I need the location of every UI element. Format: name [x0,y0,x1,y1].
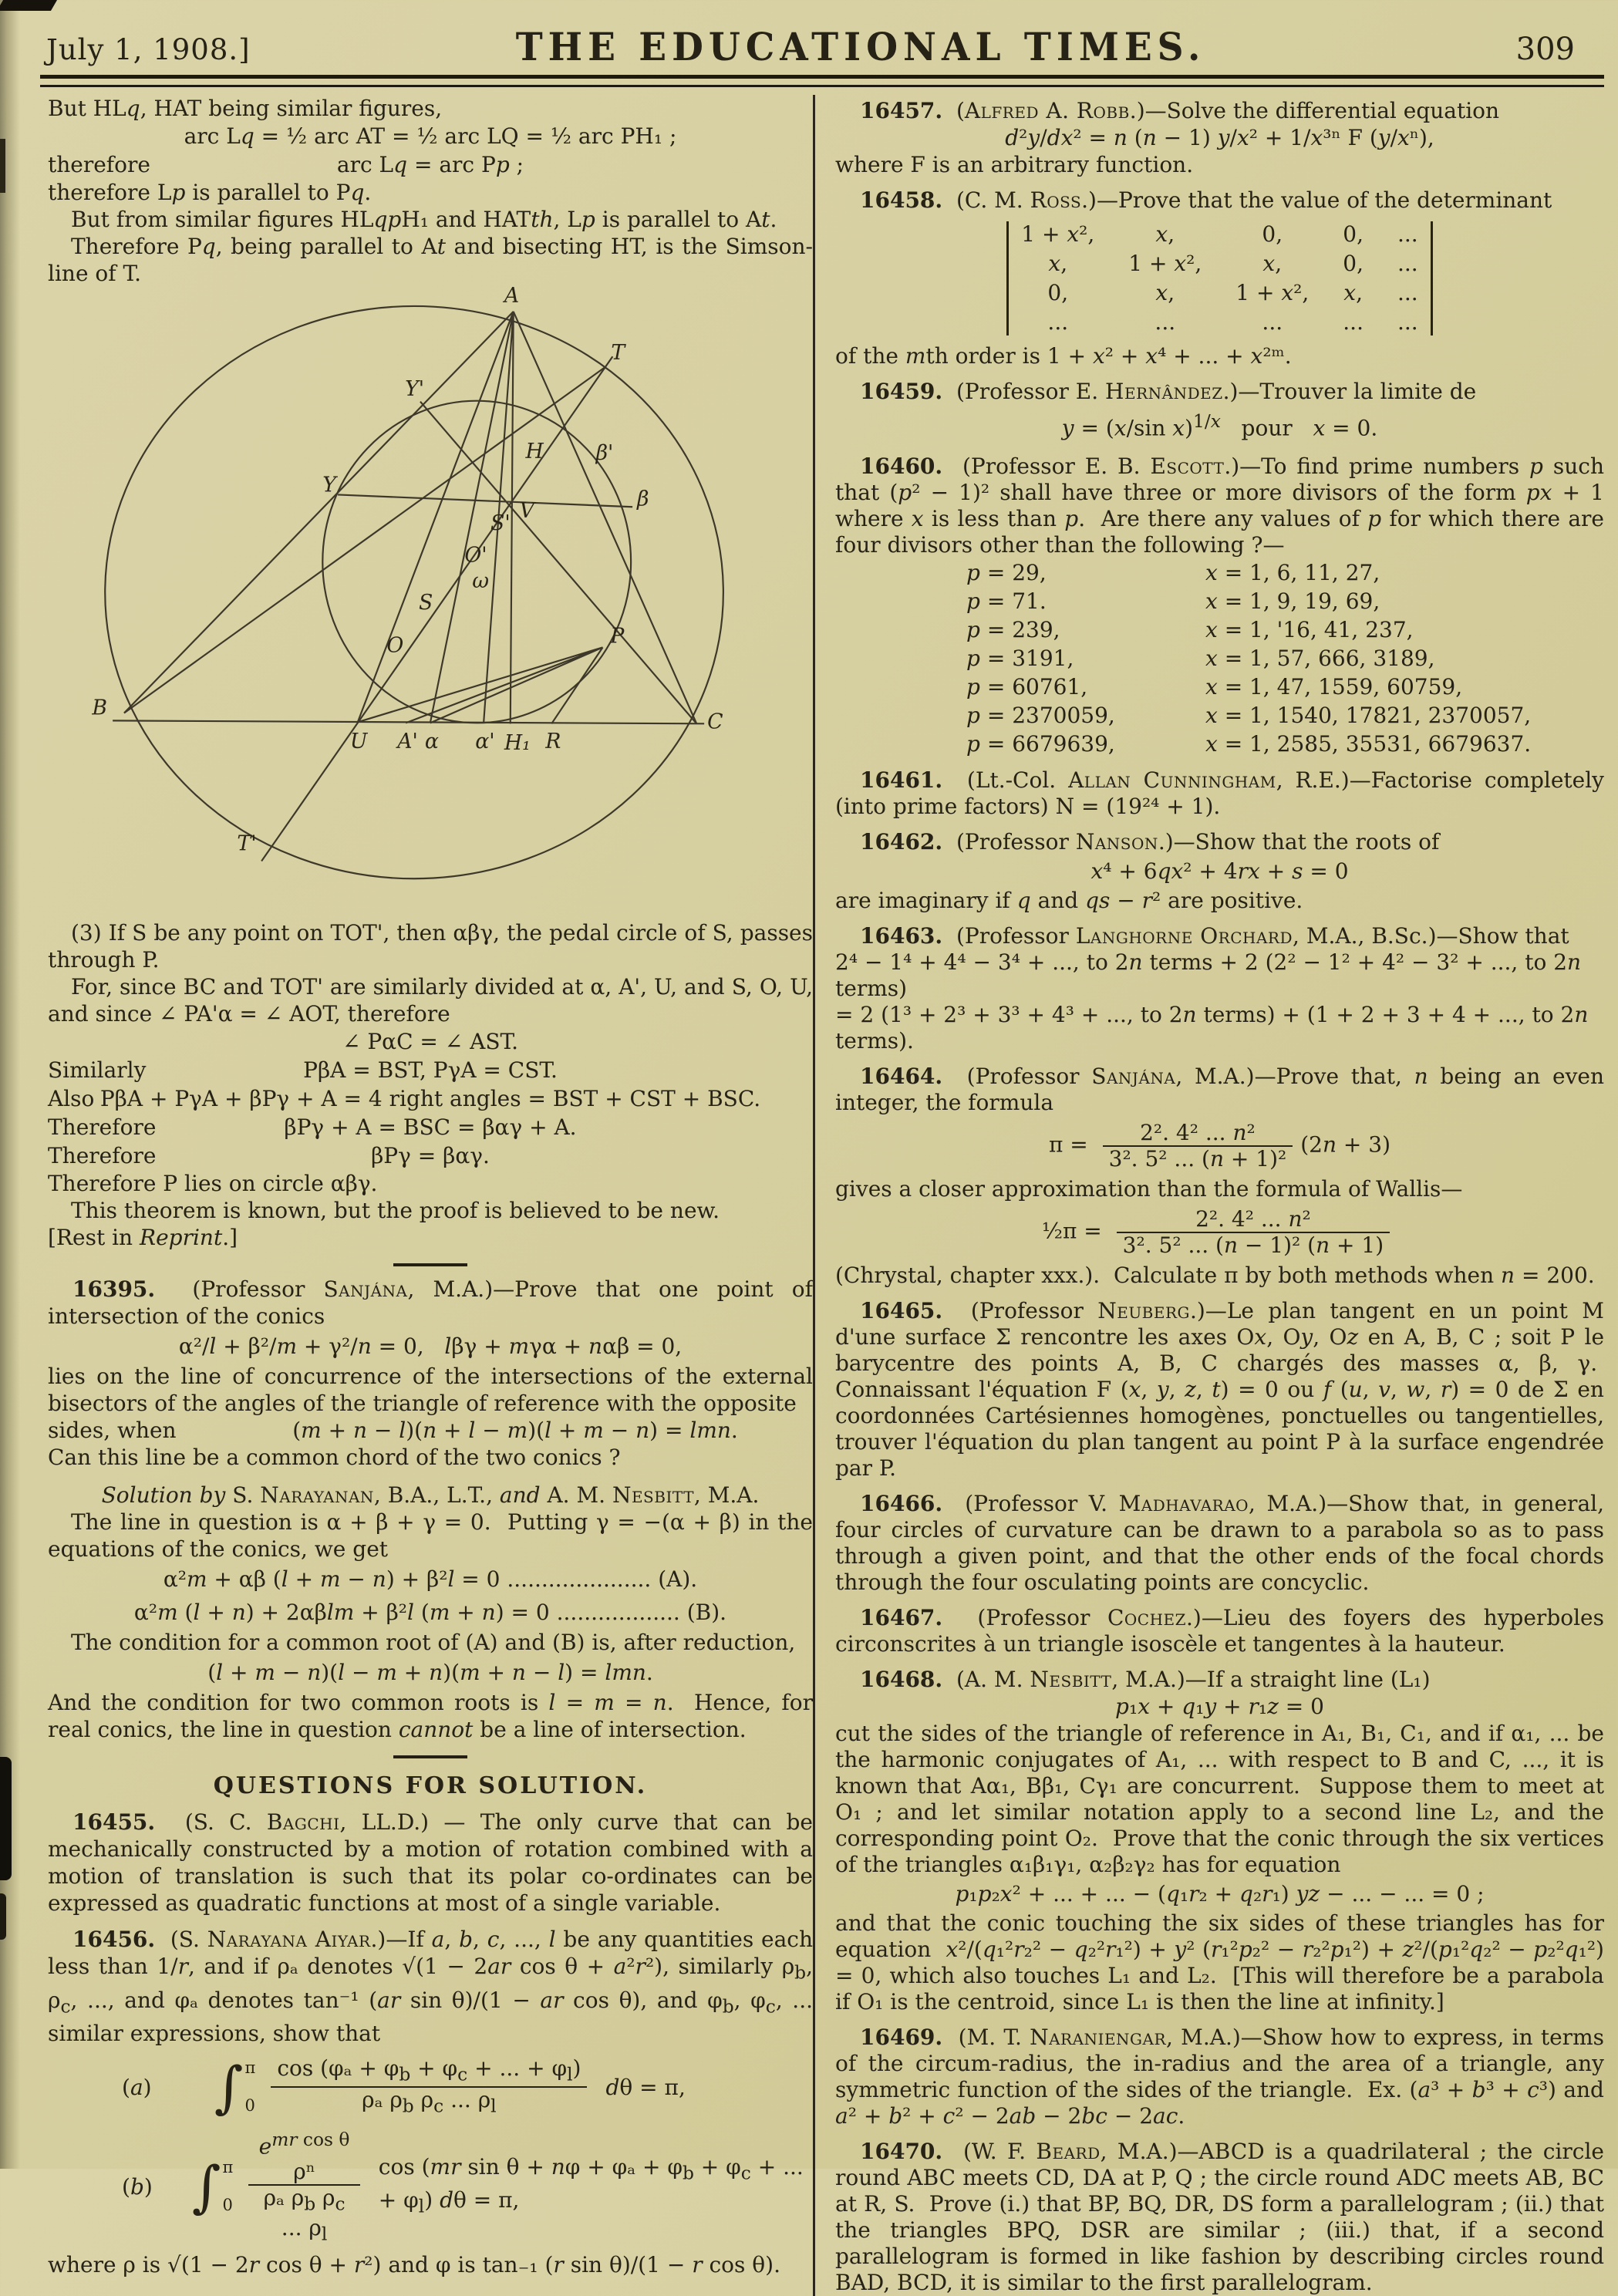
equation: arc Lq = ½ arc AT = ½ arc LQ = ½ arc PH₁ ; [184,123,677,149]
equation-row [48,1113,813,1141]
diagram-label: H₁ [504,730,531,755]
determinant [835,221,1604,335]
diagram-label: H [525,439,544,464]
det-cell: ... [1397,251,1418,276]
problem-text: (Professor Neuberg.)—Le plan tangent en un point M d'une surface Σ rencontre les axes Ox, Oy, Oz en A, B, C ; soit P le barycentre des points A, B, C chargés des masses α, β, γ. Connaissant l'équation F (x, y, z, t) = 0 ou f (u, v, w, r) = 0 de Σ en coordonnées Cartésiennes homogènes, ponctuelles ou tangentielles, trouver l'équation du plan tangent au point P à la surface engendrée par P. [835,1298,1605,1482]
det-cell: ... [1343,309,1364,335]
problem-text: (Chrystal, chapter xxx.). Calculate π by both methods when n = 200. [835,1263,1595,1289]
problem-text: where F is an arbitrary function. [835,152,1194,177]
equation: (2n + 3) [1300,1131,1391,1158]
equation: ∠ PαC = ∠ AST. [342,1029,519,1054]
problem-text: are imaginary if q and qs − r² are positive. [835,888,1303,914]
equation-label: Therefore [48,1143,157,1168]
issue-date: July 1, 1908.] [46,33,251,66]
solution-byline: Solution by S. Narayanan, B.A., L.T., and A. M. Nesbitt, M.A. [101,1482,760,1508]
section-divider [393,1263,467,1266]
problem-16466 [835,1491,1604,1596]
p-value: p = 2370059, [966,703,1115,729]
det-cell: x, [1343,280,1363,305]
equation: βPγ + A = BSC = βαγ + A. [284,1114,577,1140]
equation: y = (x/sin x)$^{1/x}$ pour x = 0. [1061,410,1378,441]
problem-16457 [835,98,1604,124]
table-row [966,558,1604,587]
equation-row [835,1116,1604,1176]
diagram-label: T' [237,831,257,856]
problem-number: 16469. [860,2025,943,2051]
equation: PβA = BST, PγA = CST. [303,1057,558,1083]
problem-number: 16468. [860,1667,943,1693]
left-column [0,95,813,2296]
problem-16455 [48,1809,813,1917]
det-cell: ... [1262,309,1283,335]
prime-divisor-table [835,558,1604,758]
p-value: p = 29, [966,560,1047,586]
x-values: x = 1, '16, 41, 237, [1205,617,1414,643]
problem-text: where ρ is √(1 − 2r cos θ + r²) and φ is tan₋₁ (r sin θ)/(1 − r cos θ). [48,2251,780,2277]
journal-title: THE EDUCATIONAL TIMES. [515,25,1206,70]
det-cell: 0, [1343,221,1364,247]
diagram-label: U [349,730,368,754]
equation: α²/l + β²/m + γ²/n = 0, lβγ + mγα + nαβ = 0, [178,1333,683,1359]
det-cell: x, [1262,251,1283,276]
x-values: x = 1, 1540, 17821, 2370057, [1205,703,1532,729]
scan-artifact [0,1893,6,1940]
problem-text: (M. T. Naraniengar, M.A.)—Show how to express, in terms of the circum-radius, the in-radius and the area of a triangle, any symmetric function of the sides of the triangle. Ex. (a³ + b³ + c³) and a² + b² + c² − 2ab − 2bc − 2ac. [835,2025,1604,2129]
table-row [966,587,1604,615]
scan-artifact [0,139,5,193]
fraction [248,2127,359,2247]
equation: 2⁴ − 1⁴ + 4⁴ − 3⁴ + ..., to 2n terms + 2 (2² − 1² + 4² − 3² + ..., to 2n terms) [835,949,1582,1002]
denominator: ρₐ $\rho_b$ $\rho_c$ ... $\rho_l$ [248,2184,359,2247]
line-bt [124,367,605,713]
det-cell: ... [1397,280,1418,305]
problem-16460 [835,453,1604,558]
equation: π = [1048,1131,1095,1158]
problem-number: 16457. [860,98,943,123]
problem-16395 [48,1276,813,1330]
equation-label: therefore [48,152,150,177]
solution-paragraph: And the condition for two common roots is l = m = n. Hence, for real conics, the line in question cannot be a line of intersection. [48,1690,813,1742]
header-rule [40,75,1604,87]
equation: p₁p₂x² + ... + ... − (q₁r₂ + q₂r₁) yz − ... − ... = 0 ; [955,1881,1485,1907]
page-header [0,0,1618,73]
diagram-label: T [611,341,625,366]
equation-label: Also [48,1086,95,1111]
scan-artifact [0,0,57,11]
det-cell: 1 + x², [1128,251,1202,276]
problem-text: (Alfred A. Robb.)—Solve the differential equation [956,98,1500,123]
diagram-label: α [424,730,439,754]
x-values: x = 1, 47, 1559, 60759, [1205,674,1463,700]
problem-text: cut the sides of the triangle of reference in A₁, B₁, C₁, and if α₁, ... be the harmonic conjugates of A₁, ... with respect to B and C, ..., it is known that Aα₁, Bβ₁, Cγ₁ are concurrent. Suppose them to meet at O₁ ; and let similar notation apply to a second line L₂, and the corresponding point O₂. Prove that the conic through the six vertices of the triangles α₁β₁γ₁, α₂β₂γ₂ has for equation [835,1721,1604,1878]
equation: dθ = π, [605,2074,686,2100]
det-cell: x, [1155,280,1175,305]
determinant-bar [1431,221,1433,335]
intro-line: But HLq, HAT being similar figures, [48,96,443,121]
det-cell: 0, [1343,251,1364,276]
determinant-bar [1006,221,1009,335]
determinant-body [1006,221,1432,335]
problem-text: (C. M. Ross.)—Prove that the value of the determinant [956,187,1552,213]
integral-limits [223,2154,234,2219]
integral-icon: ∫ [192,2154,221,2220]
problem-number: 16455. [72,1809,156,1835]
equation: arc Lq = arc Pp ; [336,152,524,177]
equation: (m + n − l)(n + l − m)(l + m − n) = lmn. [292,1418,738,1443]
diagram-label: V [519,499,534,524]
p-value: p = 3191, [966,646,1074,672]
table-row [966,730,1604,758]
det-cell: ... [1047,309,1069,335]
right-column [813,95,1618,2296]
diagram-label: R [545,730,561,754]
equation: p₁x + q₁y + r₁z = 0 [1115,1694,1324,1720]
numerator: $e^{mr cos \theta}$ ρⁿ [258,2129,350,2184]
problem-text: Can this line be a common chord of the two conics ? [48,1445,621,1470]
p-value: p = 6679639, [966,731,1115,757]
section3-paragraph: [Rest in Reprint.] [48,1225,238,1250]
determinant-grid [1021,221,1417,335]
equation: cos (mr $\sin \theta + n\varphi + \varphi_a + \varphi_b + \varphi_c$ + ... + $\varphi_l$) dθ = π, [378,2153,804,2218]
problem-text: (S. C. Bagchi, LL.D.) — The only curve that can be mechanically constructed by a motion of rotation combined with a motion of translation is such that its polar co-ordinates can be expressed as quadratic functions at most of a single variable. [48,1809,813,1916]
upper-limit: π [222,2158,234,2177]
section-divider [393,1755,467,1758]
problem-text: (Professor E. Hernândez.)—Trouver la limite de [956,379,1477,404]
equation-label: sides, when [48,1418,177,1443]
equation-row [48,1056,813,1084]
problem-text: (Lt.-Col. Allan Cunningham, R.E.)—Factorise completely (into prime factors) N = (19²⁴ + 1). [835,767,1604,820]
problem-16470 [835,2139,1604,2296]
lines-to-p [358,647,603,723]
problem-text: of the mth order is 1 + x² + x⁴ + ... + x²ᵐ. [835,343,1292,369]
problem-16456 [48,1926,813,2047]
p-value: p = 60761, [966,674,1088,700]
problem-text: lies on the line of concurrence of the intersections of the external bisectors of the angles of the triangle of reference with the opposite [48,1364,813,1416]
problem-16461 [835,767,1604,820]
diagram-label: C [707,710,723,734]
det-cell: 1 + x², [1021,221,1095,247]
numerator: 2². 4² ... n² [1195,1206,1311,1232]
problem-text: (A. M. Nesbitt, M.A.)—If a straight line (L₁) [956,1667,1431,1693]
p-value: p = 71. [966,588,1047,615]
det-cell: 0, [1262,221,1283,247]
equation-label: (a) [122,2074,152,2100]
lower-limit: 0 [244,2096,255,2116]
diagram-label: α' [475,730,495,754]
equation-row [48,1084,813,1113]
problem-text: (Professor V. Madhavarao, M.A.)—Show that, in general, four circles of curvature can be drawn to a parabola so as to pass through a given point, and that the other ends of the focal chords through the four osculating points are concyclic. [835,1491,1604,1596]
equation-label: Similarly [48,1057,147,1083]
problem-text: (S. Narayana Aiyar.)—If a, b, c, ..., l be any quantities each less than 1/r, and if ρₐ denotes √(1 − 2ar cos θ + a²r²), similarly $\rho_b$, $\rho_c$, ..., and φₐ denotes tan⁻¹ (ar sin θ)/(1 − ar cos θ), and $\varphi_b$, $\varphi_c$, ... similar expressions, show that [48,1927,814,2047]
problem-16468 [835,1667,1604,1693]
problem-number: 16467. [860,1605,943,1631]
det-cell: ... [1155,309,1176,335]
equation: (l + m − n)(l − m + n)(m + n − l) = lmn. [207,1660,653,1685]
problem-16465 [835,1298,1604,1482]
problem-16464 [835,1064,1604,1116]
det-cell: x, [1048,251,1068,276]
diagram-label: β' [595,440,614,465]
problem-16462 [835,829,1604,855]
equation-label: Therefore [48,1114,157,1140]
section3-paragraph: This theorem is known, but the proof is believed to be new. [71,1198,720,1223]
fraction [1117,1207,1390,1258]
section3-paragraph: (3) If S be any point on TOT', then αβγ, the pedal circle of S, passes through P. [48,920,813,973]
equation: βPγ = βαγ. [371,1143,490,1168]
table-row [966,701,1604,730]
diagram-label: Y' [405,376,425,401]
table-row [966,615,1604,644]
numerator: 2². 4² ... n² [1140,1120,1256,1146]
x-values: x = 1, 57, 666, 3189, [1205,646,1435,672]
problem-number: 16462. [860,829,943,855]
problem-number: 16459. [860,379,943,404]
problem-text: (Professor Langhorne Orchard, M.A., B.Sc.)—Show that [956,923,1569,949]
diagram-label: A [504,287,520,308]
equation: PβA + PγA + βPγ + A = 4 right angles = BST + CST + BSC. [99,1086,761,1111]
equation: α²m + αβ (l + m − n) + β²l = 0 ..................... (A). [163,1566,698,1592]
integral-equation-b [122,2127,813,2247]
problem-text: (Professor Sanjána, M.A.)—Prove that, n being an even integer, the formula [835,1064,1604,1116]
table-row [966,644,1604,673]
problem-16469 [835,2025,1604,2129]
problem-number: 16463. [860,923,943,949]
integral-icon: ∫ [214,2055,244,2120]
problem-16467 [835,1605,1604,1657]
problem-text: and that the conic touching the six sides of these triangles has for equation x²/(q₁²r₂² − q₂²r₁²) + y² (r₁²p₂² − r₂²p₁²) + z²/(p₁²q₂² − p₂²q₁²) = 0, which also touches L₁ and L₂. [This will therefore be a parabola if O₁ is the centroid, since L₁ is then the line at infinity.] [835,1910,1604,2015]
equation: = 2 (1³ + 2³ + 3³ + 4³ + ..., to 2n terms) + (1 + 2 + 3 + 4 + ..., to 2n terms). [835,1002,1589,1054]
det-cell: 0, [1047,280,1069,305]
problem-number: 16465. [860,1298,943,1324]
det-cell: x, [1155,221,1175,247]
equation-row [48,1141,813,1170]
equation: x⁴ + 6qx² + 4rx + s = 0 [1090,858,1349,885]
diagram-label: S' [490,511,511,535]
problem-number: 16395. [72,1276,156,1302]
equation: d²y/dx² = n (n − 1) y/x² + 1/x³ⁿ F (y/xⁿ), [1005,125,1434,150]
solution-paragraph: The condition for a common root of (A) and (B) is, after reduction, [71,1630,796,1655]
diagram-label: O [386,633,404,658]
table-row [966,673,1604,701]
section3-paragraph: For, since BC and TOT' are similarly divided at α, A', U, and S, O, U, and since ∠ PA'α = ∠ AOT, therefore [48,974,814,1027]
integral-limits [245,2055,256,2119]
diagram-label: ω [472,569,490,594]
geometry-diagram [48,287,788,913]
upper-limit: π [244,2058,256,2078]
det-cell: 1 + x², [1235,280,1310,305]
x-values: x = 1, 2585, 35531, 6679637. [1205,731,1532,757]
problem-16459 [835,379,1604,405]
diagram-label: B [92,696,108,720]
questions-for-solution-heading: QUESTIONS FOR SOLUTION. [213,1772,648,1799]
denominator: ρₐ $\rho_b$ $\rho_c$ ... $\rho_l$ [271,2086,587,2119]
diagram-label: β [637,487,649,511]
det-cell: ... [1397,221,1418,247]
solution-paragraph: The line in question is α + β + γ = 0. Putting γ = −(α + β) in the equations of the conics, we get [48,1509,813,1562]
numerator: $\cos (\varphi_a + \varphi_b + \varphi_c$ + ... + $\varphi_l$) [277,2055,581,2085]
line-tot [261,356,612,861]
det-cell: ... [1397,309,1418,335]
x-values: x = 1, 9, 19, 69, [1205,588,1380,615]
diagram-label: S [418,590,433,615]
equation: ½π = [1041,1218,1109,1244]
problem-text: (Professor Nanson.)—Show that the roots of [956,829,1440,855]
triangle-abc [113,312,704,723]
problem-text: (W. F. Beard, M.A.)—ABCD is a quadrilateral ; the circle round ABC meets CD, DA at P, Q ; the circle round ADC meets AB, BC at R, S. Prove (i.) that BP, BQ, DR, DS form a parallelogram ; (ii.) that the triangles BPQ, DSR are similar ; (iii.) that, if a second parallelogram is formed in like fashion by describing circles round BAD, BCD, it is similar to the first parallelogram. [835,2139,1604,2296]
integral-equation-a [122,2055,813,2119]
denominator: 3². 5² ... (n − 1)² (n + 1) [1117,1232,1390,1258]
problem-number: 16464. [860,1064,943,1090]
diagram-label: Y [322,473,336,497]
problem-text: (Professor Sanjána, M.A.)—Prove that one point of intersection of the conics [48,1276,813,1329]
page-number: 309 [1515,32,1575,67]
equation: α²m (l + n) + 2αβlm + β²l (m + n) = 0 .................. (B). [133,1600,727,1625]
problem-16458 [835,187,1604,214]
diagram-label: A' [397,730,418,754]
fraction [1103,1121,1293,1172]
problem-16463 [835,923,1604,949]
problem-number: 16466. [860,1491,943,1517]
problem-number: 16458. [860,187,943,213]
equation-label: (b) [122,2173,153,2200]
diagram-label: P [610,624,625,649]
problem-number: 16456. [72,1927,156,1952]
problem-text: (Professor Cochez.)—Lieu des foyers des hyperboles circonscrites à un triangle isoscèle et tangentes à la hauteur. [835,1605,1604,1657]
intro-line: But from similar figures HLqpH₁ and HATth, Lp is parallel to At. [71,207,777,232]
problem-number: 16460. [860,453,943,480]
intro-line: therefore Lp is parallel to Pq. [48,180,372,205]
denominator: 3². 5² ... (n + 1)² [1103,1145,1293,1172]
x-values: x = 1, 6, 11, 27, [1205,560,1380,586]
equation-row [48,1417,813,1444]
problem-text: (Professor E. B. Escott.)—To find prime numbers p such that (p² − 1)² shall have three or more divisors of the form px + 1 where x is less than p. Are there any values of p for which there are four divisors other than the following ?— [835,453,1604,558]
section3-paragraph: Therefore P lies on circle αβγ. [48,1171,378,1196]
p-value: p = 239, [966,617,1060,643]
problem-text: gives a closer approximation than the formula of Wallis— [835,1176,1463,1202]
equation-row [835,1202,1604,1263]
scan-artifact [0,1757,12,1880]
fraction [271,2056,587,2119]
lower-limit: 0 [222,2196,233,2215]
intro-line: Therefore Pq, being parallel to At and bisecting HT, is the Simson-line of T. [48,234,813,286]
equation-row [48,150,813,179]
diagram-label: O' [464,543,487,568]
page-columns [0,95,1618,2296]
problem-number: 16470. [860,2139,943,2165]
problem-number: 16461. [860,767,943,794]
